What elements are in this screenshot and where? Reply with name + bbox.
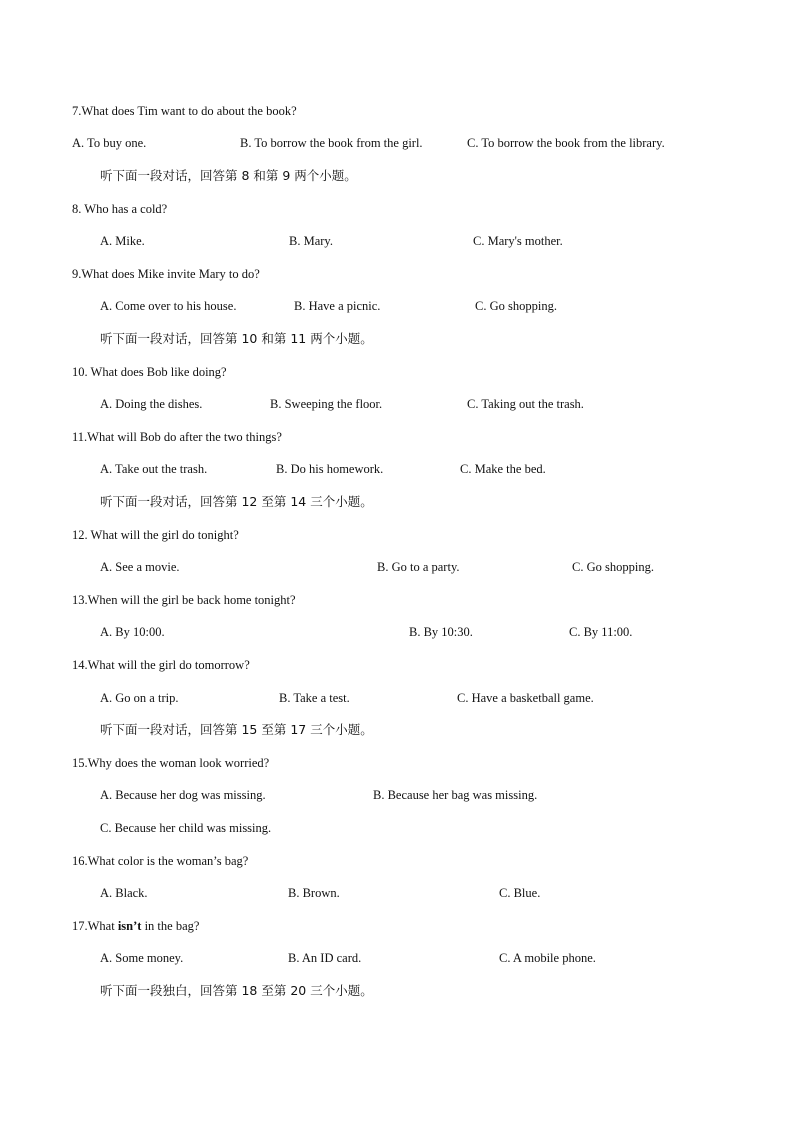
q17-option-c: C. A mobile phone. [499, 951, 596, 965]
instruction-10-11: 听下面一段对话，回答第 10 和第 11 两个小题。 [100, 331, 373, 346]
question-13: 13.When will the girl be back home tonight? [72, 593, 296, 607]
q17-text-bold: isn’t [117, 919, 142, 933]
q14-option-b: B. Take a test. [279, 691, 350, 705]
q13-option-b: B. By 10:30. [409, 625, 473, 639]
question-9: 9.What does Mike invite Mary to do? [72, 267, 260, 281]
q8-option-b: B. Mary. [289, 234, 333, 248]
question-17 [72, 918, 199, 934]
q13-option-c: C. By 11:00. [569, 625, 633, 639]
question-8: 8. Who has a cold? [72, 202, 168, 216]
q8-option-c: C. Mary's mother. [473, 234, 563, 248]
q10-option-a: A. Doing the dishes. [100, 397, 203, 411]
q7-option-a: A. To buy one. [72, 136, 147, 150]
q8-option-a: A. Mike. [100, 234, 145, 248]
question-10: 10. What does Bob like doing? [72, 365, 227, 379]
q12-option-a: A. See a movie. [100, 560, 180, 574]
q12-option-b: B. Go to a party. [377, 560, 460, 574]
q17-option-b: B. An ID card. [288, 951, 362, 965]
instruction-15-17: 听下面一段对话，回答第 15 至第 17 三个小题。 [100, 722, 373, 737]
q14-option-a: A. Go on a trip. [100, 691, 179, 705]
q16-option-b: B. Brown. [288, 886, 340, 900]
q11-option-b: B. Do his homework. [276, 462, 384, 476]
q15-option-a: A. Because her dog was missing. [100, 788, 266, 802]
q15-option-c: C. Because her child was missing. [100, 821, 272, 835]
q10-option-c: C. Taking out the trash. [467, 397, 584, 411]
q7-option-c: C. To borrow the book from the library. [467, 136, 665, 150]
q9-option-c: C. Go shopping. [475, 299, 557, 313]
q15-option-b: B. Because her bag was missing. [373, 788, 538, 802]
question-12: 12. What will the girl do tonight? [72, 528, 239, 542]
instruction-12-14: 听下面一段对话，回答第 12 至第 14 三个小题。 [100, 494, 373, 509]
q17-text-suffix: in the bag? [141, 919, 200, 933]
question-7: 7.What does Tim want to do about the book? [72, 104, 297, 118]
q9-option-b: B. Have a picnic. [294, 299, 381, 313]
q14-option-c: C. Have a basketball game. [457, 691, 594, 705]
q7-option-b: B. To borrow the book from the girl. [240, 136, 423, 150]
q12-option-c: C. Go shopping. [572, 560, 654, 574]
q11-option-c: C. Make the bed. [460, 462, 546, 476]
question-14: 14.What will the girl do tomorrow? [72, 658, 250, 672]
question-15: 15.Why does the woman look worried? [72, 756, 270, 770]
instruction-18-20: 听下面一段独白，回答第 18 至第 20 三个小题。 [100, 983, 373, 998]
q16-option-a: A. Black. [100, 886, 148, 900]
q10-option-b: B. Sweeping the floor. [270, 397, 383, 411]
q13-option-a: A. By 10:00. [100, 625, 165, 639]
q9-option-a: A. Come over to his house. [100, 299, 237, 313]
q11-option-a: A. Take out the trash. [100, 462, 208, 476]
q17-option-a: A. Some money. [100, 951, 184, 965]
q16-option-c: C. Blue. [499, 886, 541, 900]
q17-text-prefix: 17.What [72, 919, 118, 933]
question-11: 11.What will Bob do after the two things? [72, 430, 282, 444]
instruction-8-9: 听下面一段对话，回答第 8 和第 9 两个小题。 [100, 168, 357, 183]
question-16: 16.What color is the woman’s bag? [72, 854, 249, 868]
